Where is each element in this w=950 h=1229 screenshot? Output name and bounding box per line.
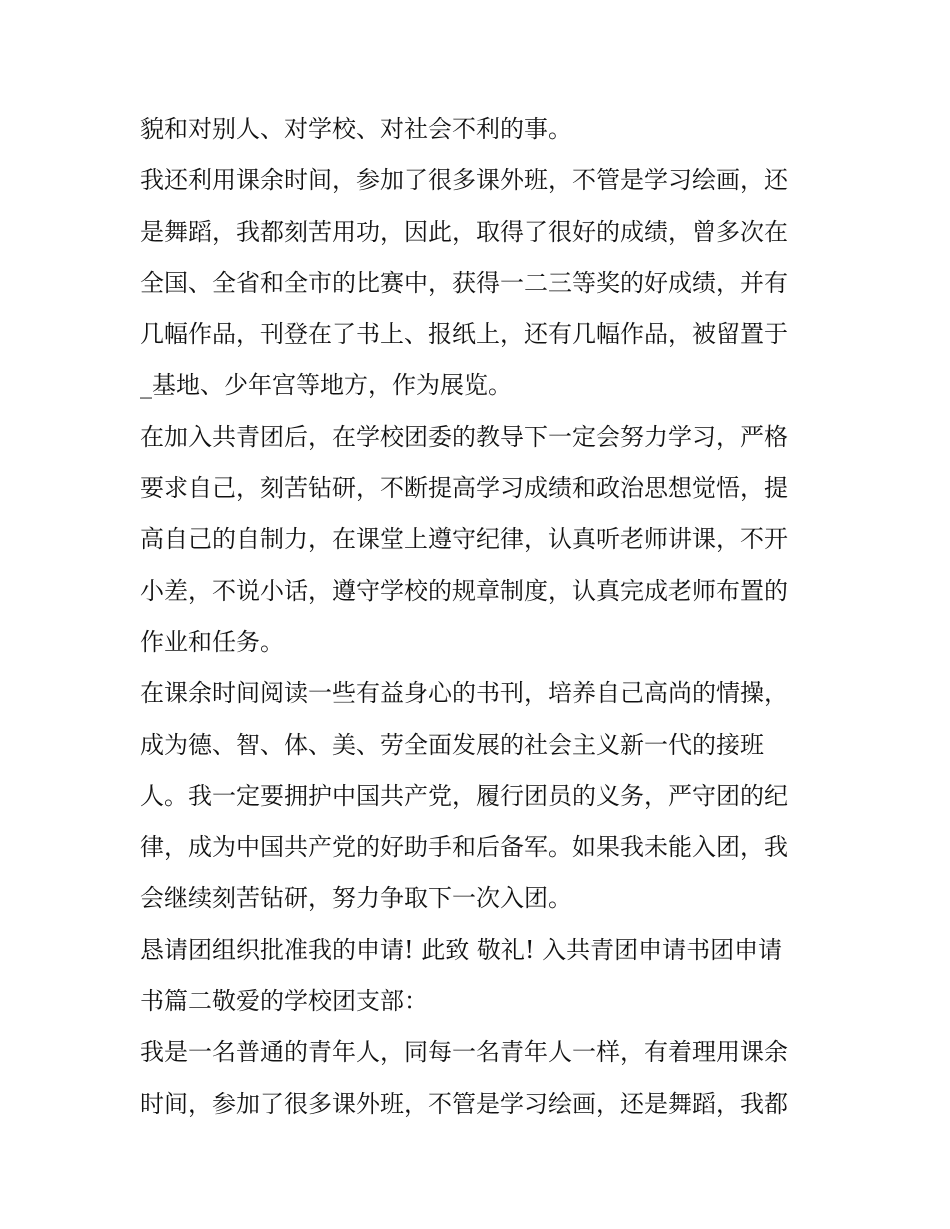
text-line: 高自己的自制力，在课堂上遵守纪律，认真听老师讲课，不开 bbox=[140, 525, 788, 554]
text-line: 全国、全省和全市的比赛中，获得一二三等奖的好成绩，并有 bbox=[140, 268, 788, 297]
text-line: 律，成为中国共产党的好助手和后备军。如果我未能入团，我 bbox=[140, 833, 788, 862]
text-line: 时间，参加了很多课外班，不管是学习绘画，还是舞蹈，我都 bbox=[140, 1089, 788, 1118]
text-line: 是舞蹈，我都刻苦用功，因此，取得了很好的成绩，曾多次在 bbox=[140, 217, 788, 246]
text-line: 会继续刻苦钻研，努力争取下一次入团。 bbox=[140, 884, 572, 913]
text-line: 貌和对别人、对学校、对社会不利的事。 bbox=[140, 115, 572, 143]
text-line: 在加入共青团后，在学校团委的教导下一定会努力学习，严格 bbox=[140, 422, 788, 451]
text-line: _基地、少年宫等地方，作为展览。 bbox=[140, 371, 512, 400]
text-line: 要求自己，刻苦钻研，不断提高学习成绩和政治思想觉悟，提 bbox=[140, 474, 788, 503]
text-line: 人。我一定要拥护中国共产党，履行团员的义务，严守团的纪 bbox=[140, 781, 788, 810]
text-line: 我是一名普通的青年人，同每一名青年人一样，有着理用课余 bbox=[140, 1038, 788, 1067]
text-line: 几幅作品，刊登在了书上、报纸上，还有几幅作品，被留置于 bbox=[140, 320, 788, 349]
text-line: 书篇二敬爱的学校团支部： bbox=[140, 987, 428, 1016]
text-line: 作业和任务。 bbox=[140, 627, 284, 656]
text-line: 小差，不说小话，遵守学校的规章制度，认真完成老师布置的 bbox=[140, 576, 788, 605]
text-line: 我还利用课余时间，参加了很多课外班，不管是学习绘画，还 bbox=[140, 166, 788, 195]
body-text bbox=[140, 104, 820, 1130]
text-line: 成为德、智、体、美、劳全面发展的社会主义新一代的接班 bbox=[140, 730, 764, 759]
text-line: 恳请团组织批准我的申请! 此致 敬礼! 入共青团申请书团申请 bbox=[140, 935, 783, 964]
text-line: 在课余时间阅读一些有益身心的书刊，培养自己高尚的情操， bbox=[140, 679, 788, 708]
